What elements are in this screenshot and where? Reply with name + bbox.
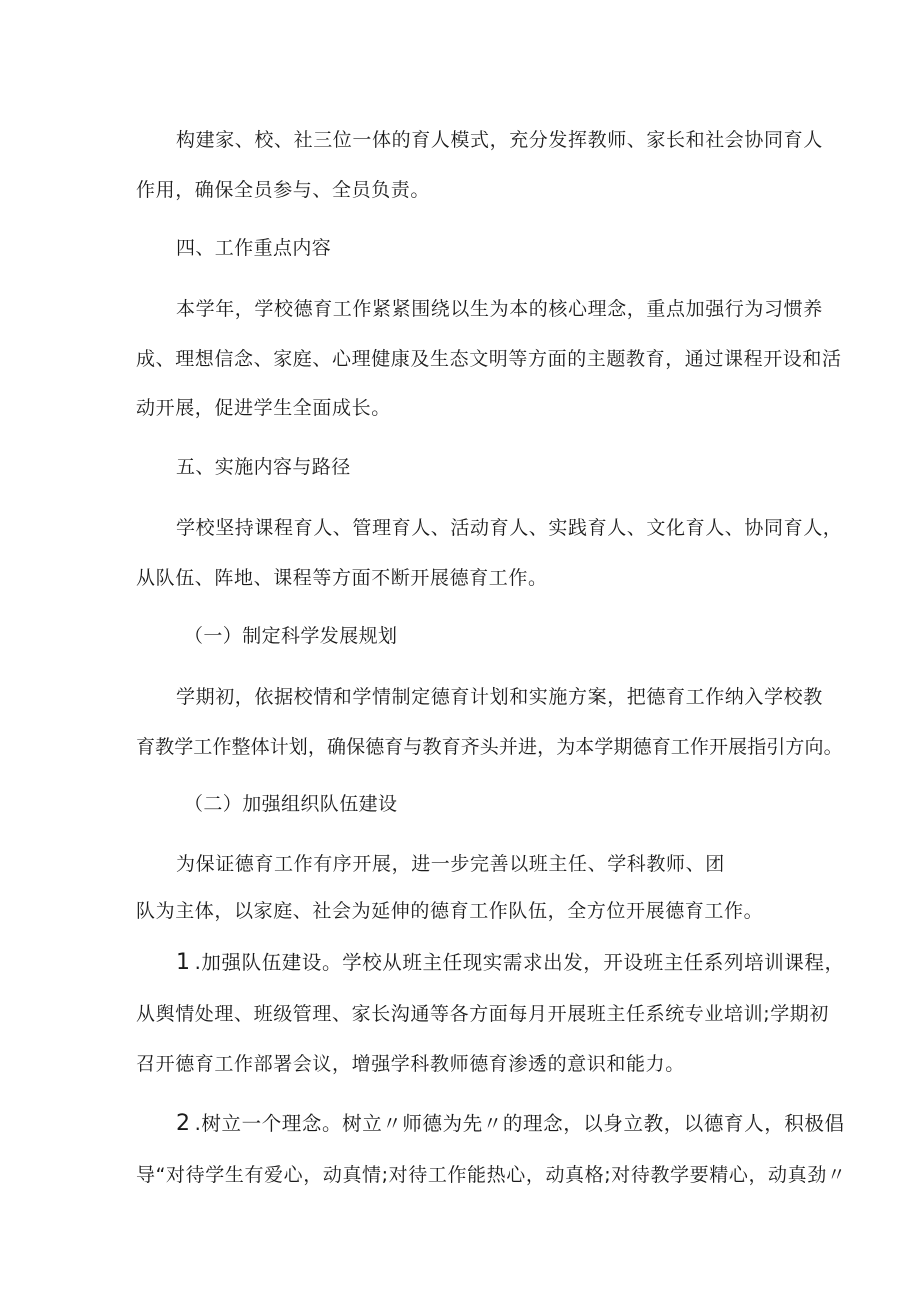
paragraph-4-line-2: 育教学工作整体计划，确保德育与教育齐头并进，为本学期德育工作开展指引方向。 (136, 736, 843, 758)
paragraph-3-line-2: 从队伍、阵地、课程等方面不断开展德育工作。 (136, 567, 548, 589)
paragraph-2-line-3: 动开展，促进学生全面成长。 (136, 397, 391, 419)
paragraph-4-line-1: 学期初，依据校情和学情制定德育计划和实施方案，把德育工作纳入学校教 (176, 686, 823, 708)
paragraph-1-line-1: 构建家、校、社三位一体的育人模式，充分发挥教师、家长和社会协同育人 (176, 129, 823, 151)
subsection-heading-1: （一）制定科学发展规划 (184, 625, 398, 647)
section-heading-4: 四、工作重点内容 (176, 237, 332, 259)
paragraph-5-line-2: 队为主体，以家庭、社会为延伸的德育工作队伍，全方位开展德育工作。 (136, 900, 764, 922)
paragraph-5-line-1: 为保证德育工作有序开展，进一步完善以班主任、学科教师、团 (176, 853, 725, 875)
item-1-text: .加强队伍建设。学校从班主任现实需求出发，开设班主任系列培训课程， (194, 951, 845, 974)
paragraph-2-line-2: 成、理想信念、家庭、心理健康及生态文明等方面的主题教育，通过课程开设和活 (136, 348, 842, 370)
numbered-item-1-line-3: 召开德育工作部署会议，增强学科教师德育渗透的意识和能力。 (136, 1053, 685, 1075)
section-heading-5: 五、实施内容与路径 (176, 456, 351, 478)
item-1-number: 1 (176, 950, 191, 975)
numbered-item-2-line-2: 导“对待学生有爱心，动真情;对待工作能热心，动真格;对待教学要精心，动真劲〃 (136, 1164, 847, 1186)
item-2-text: .树立一个理念。树立〃师德为先〃的理念，以身立教，以德育人，积极倡 (194, 1112, 845, 1135)
numbered-item-2-line-1 (176, 1112, 845, 1136)
numbered-item-1-line-2: 从舆情处理、班级管理、家长沟通等各方面每月开展班主任系统专业培训;学期初 (136, 1003, 830, 1025)
numbered-item-1-line-1 (176, 951, 845, 975)
item-2-number: 2 (176, 1111, 191, 1136)
paragraph-3-line-1: 学校坚持课程育人、管理育人、活动育人、实践育人、文化育人、协同育人， (176, 517, 843, 539)
paragraph-1-line-2: 作用，确保全员参与、全员负责。 (136, 179, 431, 201)
subsection-heading-2: （二）加强组织队伍建设 (184, 793, 398, 815)
paragraph-2-line-1: 本学年，学校德育工作紧紧围绕以生为本的核心理念，重点加强行为习惯养 (176, 298, 823, 320)
